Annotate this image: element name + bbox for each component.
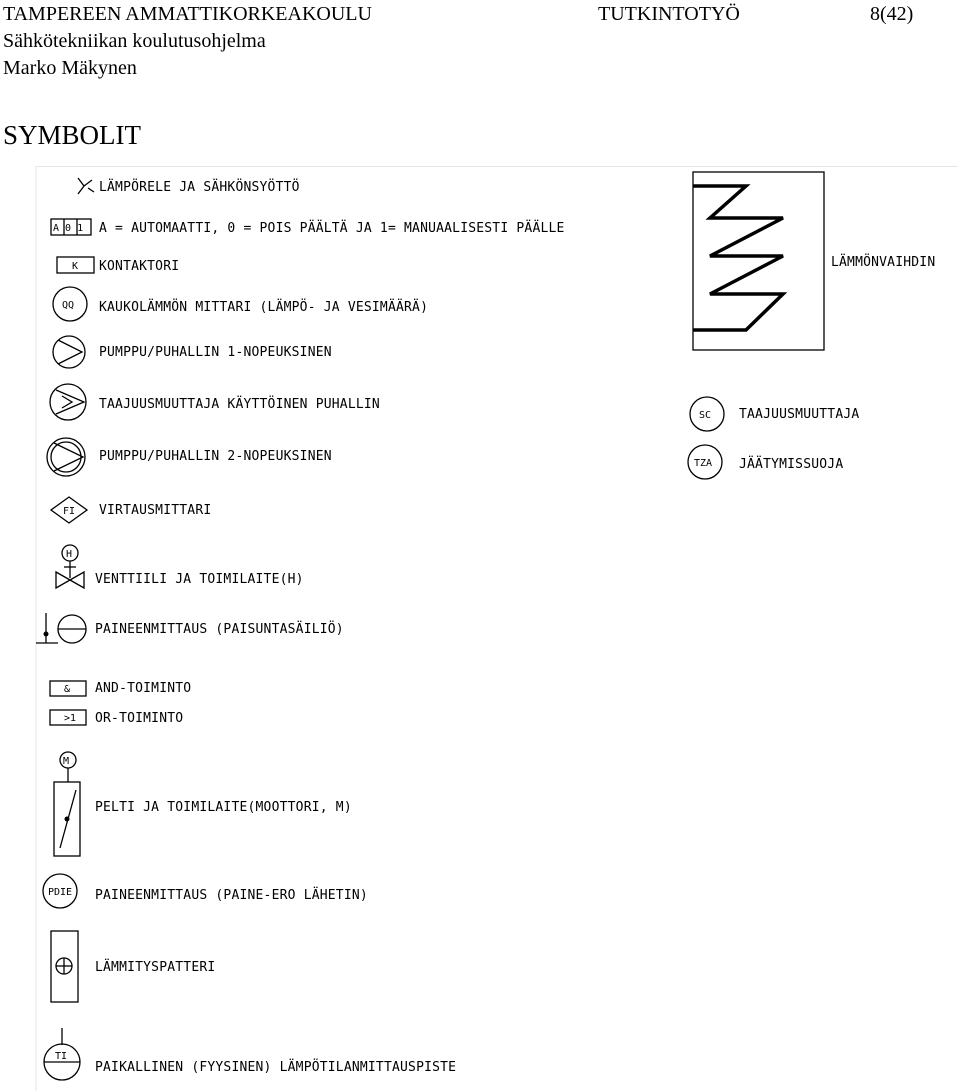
or-symbol-text: >1: [64, 713, 77, 724]
vfd-symbol-text: SC: [699, 410, 712, 421]
pump-two-speed-symbol: [47, 438, 85, 476]
dp-transmitter-label: PAINEENMITTAUS (PAINE-ERO LÄHETIN): [95, 888, 368, 903]
pump-two-speed-label: PUMPPU/PUHALLIN 2-NOPEUKSINEN: [99, 449, 332, 464]
and-symbol-text: &: [64, 684, 71, 695]
local-temp-symbol-text: TI: [55, 1051, 68, 1062]
local-temp-label: PAIKALLINEN (FYYSINEN) LÄMPÖTILANMITTAUSPISTE: [95, 1060, 457, 1075]
header-page-number: 8(42): [870, 3, 914, 25]
heat-exchanger-label: LÄMMÖNVAIHDIN: [831, 255, 936, 270]
frost-protection-label: JÄÄTYMISSUOJA: [739, 457, 844, 472]
damper-actuator-symbol: [54, 752, 80, 856]
contactor-label: KONTAKTORI: [99, 259, 180, 274]
frost-protection-symbol-text: TZA: [694, 458, 713, 469]
vfd-fan-label: TAAJUUSMUUTTAJA KÄYTTÖINEN PUHALLIN: [99, 397, 380, 412]
valve-actuator-label: VENTTIILI JA TOIMILAITE(H): [95, 572, 304, 587]
dp-transmitter-symbol-text: PDIE: [48, 887, 73, 898]
flow-meter-symbol-text: FI: [63, 506, 76, 517]
pressure-tank-symbol: [36, 613, 86, 643]
mode-switch-label: A = AUTOMAATTI, 0 = POIS PÄÄLTÄ JA 1= MANUAALISESTI PÄÄLLE: [99, 221, 565, 236]
damper-label: PELTI JA TOIMILAITE(MOOTTORI, M): [95, 800, 352, 815]
pressure-tank-label: PAINEENMITTAUS (PAISUNTASÄILIÖ): [95, 622, 344, 637]
vfd-label: TAAJUUSMUUTTAJA: [739, 407, 860, 422]
heat-meter-symbol-text: QQ: [62, 300, 75, 311]
pump-one-speed-symbol: [53, 336, 85, 368]
thermostat-symbol: [78, 178, 94, 194]
valve-actuator-symbol-text: H: [66, 549, 73, 560]
damper-symbol-text: M: [63, 756, 70, 767]
header-program: Sähkötekniikan koulutusohjelma: [3, 30, 266, 52]
vfd-fan-symbol: [50, 384, 86, 420]
or-label: OR-TOIMINTO: [95, 711, 184, 726]
page-title: SYMBOLIT: [3, 120, 142, 150]
header-author: Marko Mäkynen: [3, 57, 137, 79]
and-label: AND-TOIMINTO: [95, 681, 192, 696]
heat-exchanger-symbol: [693, 172, 824, 350]
mode-switch-symbol: [51, 219, 91, 235]
heating-coil-label: LÄMMITYSPATTERI: [95, 960, 216, 975]
pump-one-speed-label: PUMPPU/PUHALLIN 1-NOPEUKSINEN: [99, 345, 332, 360]
thermostat-label: LÄMPÖRELE JA SÄHKÖNSYÖTTÖ: [99, 180, 300, 195]
header-institution: TAMPEREEN AMMATTIKORKEAKOULU: [3, 3, 372, 25]
flow-meter-label: VIRTAUSMITTARI: [99, 503, 212, 518]
heat-meter-label: KAUKOLÄMMÖN MITTARI (LÄMPÖ- JA VESIMÄÄRÄ): [99, 300, 429, 315]
header-doc-type: TUTKINTOTYÖ: [598, 3, 740, 25]
heating-coil-symbol: [51, 931, 78, 1002]
contactor-symbol-text: K: [72, 261, 79, 272]
mode-switch-symbol-text: A 0 1: [53, 223, 84, 234]
